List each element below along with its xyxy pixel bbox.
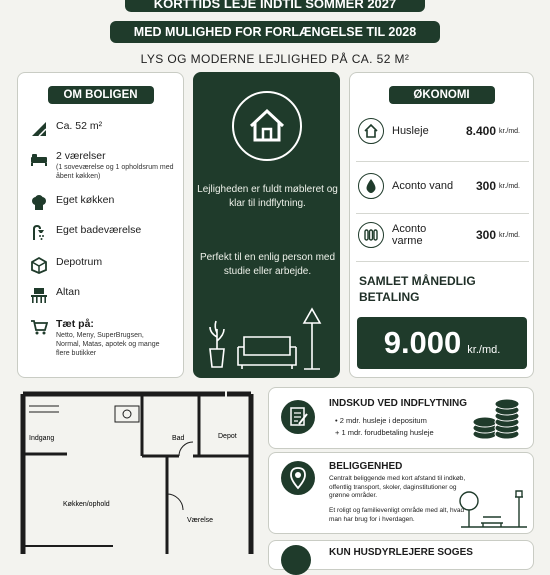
feature-kitchen <box>30 194 114 212</box>
description-text-1: Lejligheden er fuldt møbleret og klar til indflytning. <box>197 184 338 209</box>
economy-value: 300 <box>475 228 496 242</box>
radiator-icon <box>363 227 379 243</box>
house-icon <box>363 123 379 139</box>
park-illustration-icon <box>459 483 529 531</box>
feature-rooms <box>30 150 174 181</box>
total-unit: kr./md. <box>467 344 501 356</box>
feature-sub: (1 soveværelse og 1 opholdsrum med åbent køkken) <box>56 164 174 180</box>
economy-unit: kr./md. <box>499 127 521 135</box>
total-box <box>357 317 527 369</box>
feature-label: Depotrum <box>56 256 103 268</box>
economy-row-heating <box>358 222 525 248</box>
room-label: Indgang <box>29 435 55 442</box>
divider <box>356 261 529 262</box>
shower-icon <box>30 224 48 242</box>
economy-title: ØKONOMI <box>389 86 495 104</box>
cart-icon <box>30 318 48 336</box>
feature-label: Ca. 52 m² <box>56 120 103 132</box>
feature-storage <box>30 256 102 274</box>
deposit-title: INDSKUD VED INDFLYTNING <box>329 398 467 409</box>
location-card <box>268 452 534 534</box>
location-title: BELIGGENHED <box>329 461 403 472</box>
economy-row-water <box>358 173 525 199</box>
location-text-2: Et roligt og familievenligt område med alt, hvad man har brug for i hverdagen. <box>329 507 465 523</box>
coins-icon <box>471 394 521 442</box>
economy-value: 8.400 <box>465 124 496 138</box>
bottom-title: KUN HUSDYRLEJERE SOGES <box>329 547 473 558</box>
floor-plan <box>17 386 257 556</box>
about-title: OM BOLIGEN <box>48 86 154 104</box>
feature-balcony <box>30 286 80 304</box>
banner-title: KORTTIDS LEJE INDTIL SOMMER 2027 <box>125 0 425 12</box>
about-card <box>17 72 184 378</box>
room-label: Værelse <box>187 517 214 524</box>
house-icon <box>232 91 302 161</box>
feature-bathroom <box>30 224 141 242</box>
economy-row-rent <box>358 118 525 144</box>
living-room-illustration-icon <box>204 301 332 373</box>
feature-size <box>30 120 102 138</box>
economy-unit: kr./md. <box>499 182 521 190</box>
document-icon <box>281 400 315 434</box>
economy-label: Husleje <box>392 125 429 137</box>
location-pin-icon <box>281 461 315 495</box>
total-label: SAMLET MÅNEDLIG BETALING <box>359 274 476 304</box>
deposit-card <box>268 387 534 449</box>
description-card <box>193 72 340 378</box>
box-icon <box>30 256 48 274</box>
total-value: 9.000 <box>383 325 462 360</box>
room-label: Køkken/ophold <box>63 501 110 508</box>
headline: LYS OG MODERNE LEJLIGHED PÅ CA. 52 M² <box>140 52 410 66</box>
deposit-item: • 2 mdr. husleje i depositum <box>335 416 427 425</box>
economy-unit: kr./md. <box>499 231 521 239</box>
feature-label: Altan <box>56 286 80 298</box>
balcony-icon <box>30 286 48 304</box>
location-text-1: Centralt beliggende med kort afstand til indkøb, offentlig transport, skoler, daginstitutioner og grønne områder. <box>329 475 466 499</box>
room-label: Depot <box>218 433 237 440</box>
drop-icon <box>363 178 379 194</box>
banner-subtitle: MED MULIGHED FOR FORLÆNGELSE TIL 2028 <box>110 21 440 43</box>
bed-icon <box>30 150 48 168</box>
economy-label: Aconto vand <box>392 180 454 192</box>
feature-sub: Netto, Meny, SuperBrugsen, Normal, Matas, apotek og mange flere butikker <box>56 332 160 357</box>
economy-label: Aconto varme <box>392 223 427 247</box>
economy-card <box>349 72 534 378</box>
room-label: Bad <box>172 435 185 442</box>
feature-label: Tæt på: <box>56 318 94 330</box>
feature-label: Eget badeværelse <box>56 224 142 236</box>
feature-nearby <box>30 318 168 358</box>
ruler-icon <box>30 120 48 138</box>
chef-hat-icon <box>30 194 48 212</box>
bottom-card <box>268 540 534 570</box>
economy-value: 300 <box>475 179 496 193</box>
deposit-item: + 1 mdr. forudbetaling husleje <box>335 428 434 437</box>
feature-label: 2 værelser <box>56 150 106 162</box>
divider <box>356 161 529 162</box>
description-text-2: Perfekt til en enlig person med studie eller arbejde. <box>199 252 336 277</box>
divider <box>356 213 529 214</box>
feature-label: Eget køkken <box>56 194 115 206</box>
